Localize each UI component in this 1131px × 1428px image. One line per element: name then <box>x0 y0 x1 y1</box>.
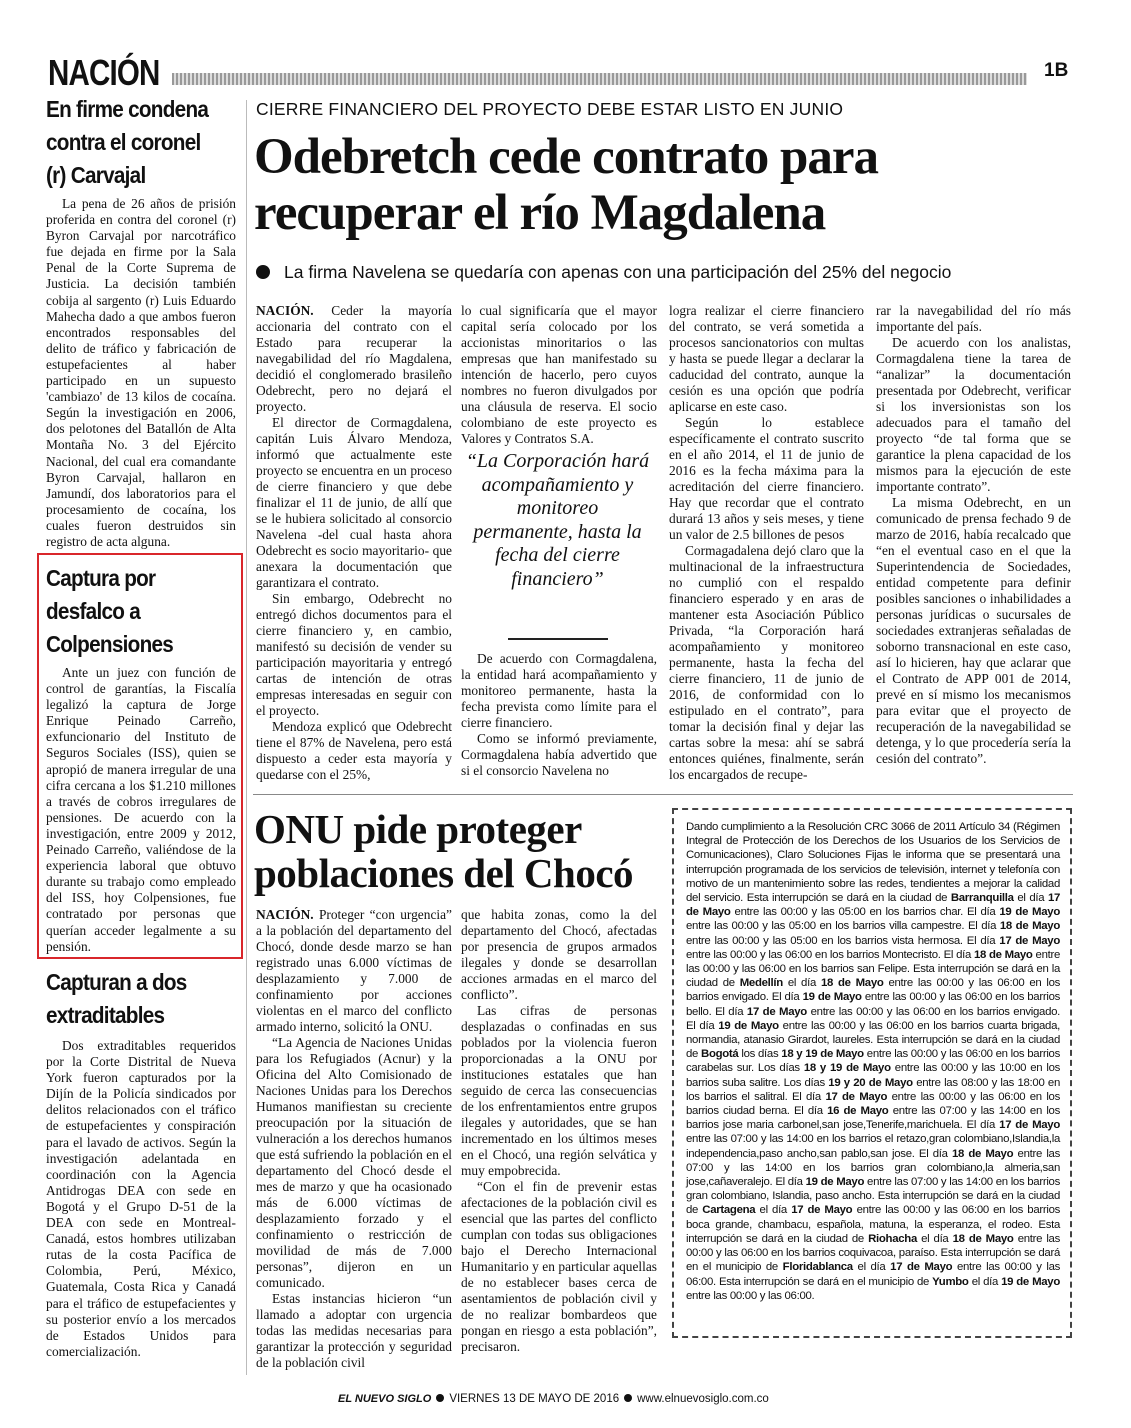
bullet-icon <box>436 1394 444 1402</box>
brief-title-line: (r) Carvajal <box>46 162 146 188</box>
main-column-2-cont <box>461 651 657 779</box>
paragraph <box>256 907 452 1035</box>
section-divider <box>253 794 1073 795</box>
paragraph: que habita zonas, como la del departamento del Chocó, afectadas por presencia de grupos armados ilegales y donde se desarrollan acciones armadas en el marco del conflicto”. <box>461 907 657 1002</box>
story2-column-1 <box>256 907 452 1371</box>
paragraph: El director de Cormagdalena, capitán Luis Álvaro Mendoza, informó que actualmente este proyecto se encuentra en un proceso de cierre financiero y que debe finalizar el 11 de junio, de allí que se le hubiera solicitado al consorcio Navelena -del cual hasta ahora Odebrecht es socio mayoritario- que anexara la documentación que garantizara el contrato. <box>256 415 452 590</box>
paragraph: logra realizar el cierre financiero del contrato, se verá sometida a procesos sancionatorios con multas y hasta se puede llegar a declarar la caducidad del contrato, aunque la cesión es una opción que podría aplicarse en este caso. <box>669 303 864 414</box>
main-column-1 <box>256 303 452 783</box>
paragraph-text: Ceder la mayoría accionaria del contrato con el Estado para recuperar la navegabilidad del río Magdalena, decidió el conglomerado brasileño Odebrecht, pero no dejará el proyecto. <box>256 303 452 414</box>
paragraph: Sin embargo, Odebrecht no entregó dichos documentos para el cierre financiero y, en cambio, manifestó su decisión de vender su participación mayoritaria y entregó cartas de intención de otras empresas interesadas en seguir con el proyecto. <box>256 591 452 718</box>
paragraph: Cormagadalena dejó claro que la multinacional de la infraestructura no cumplió con el respaldo financiero esperado y en aras de mantener esta Asociación Público Privada, “la Corporación hará acompañamiento y monitoreo permanente, hasta la fecha del cierre financiero, 11 de junio de 2016, de conformidad con lo estipulado en el contrato”, para tomar la decisión final y dejar las cartas sobre la mesa: ahí se sabrá entonces quiénes, finalmente, serán los encargados de recupe- <box>669 543 864 782</box>
headline-line: ONU pide proteger <box>254 806 582 852</box>
headline-line: recuperar el río Magdalena <box>254 185 826 241</box>
headline-line: Odebretch cede contrato para <box>254 129 878 185</box>
brief-title-line: En firme condena <box>46 96 209 122</box>
paragraph: De acuerdo con los analistas, Cormagdalena tiene la tarea de “analizar” la documentación presentada por Odebrecht, verificar si los inversionistas son los adecuados para el tamaño del proyecto “de tal forma que se garantice la plena capacidad de los mismos para la ejecución de este importante contrato”. <box>876 335 1071 494</box>
deck <box>256 262 951 283</box>
brief-body: Dos extraditables requeridos por la Corte Distrital de Nueva York fueron capturados por la Dijín de la Policía sindicados por delitos relacionados con el tráfico de estupefacientes y conspiración para el lavado de activos. Según la investigación adelantada en coordinación con la Agencia Antidrogas DEA con sede en Bogotá y el Grupo D-51 de la DEA con sede en Montreal-Canadá, estos hombres utilizaban rutas de la costa Pacífica de Colombia, Perú, México, Guatemala, Costa Rica y Canadá para el tráfico de estupefacientes y su posterior envío a los mercados de Estados Unidos para comercialización. <box>46 1038 236 1359</box>
paragraph: Como se informó previamente, Cormagdalena había advertido que si el consorcio Navelena no <box>461 731 657 778</box>
bullet-icon <box>624 1394 632 1402</box>
paragraph: lo cual significaría que el mayor capital sería colocado por los accionistas minoritarios o las empresas que han manifestado su intención de hacerlo, pero cuyos nombres no fueron divulgados por una cláusula de reserva. El socio colombiano de este proyecto es Valores y Contratos S.A. <box>461 303 657 446</box>
brief-title-line: contra el coronel <box>46 129 201 155</box>
brief-title-line: Colpensiones <box>46 631 174 657</box>
pull-quote: “La Corporación hará acompañamiento y monitoreo permanente, hasta la fecha del cierre financiero” <box>465 450 650 590</box>
story2-column-2 <box>461 907 657 1355</box>
newspaper-logo: EL NUEVO SIGLO <box>338 1393 432 1405</box>
paragraph: Estas instancias hicieron “un llamado a adoptar con urgencia todas las medidas necesarias para garantizar la protección y seguridad de la población civil <box>256 1291 452 1370</box>
brief-body: Ante un juez con función de control de garantías, la Fiscalía legalizó la captura de Jorge Enrique Peinado Carreño, exfuncionario del Instituto de Seguros Sociales (ISS), quien se apropió de manera irregular de una cifra cercana a los $1.210 millones a través de cobros irregulares de pensiones. De acuerdo con la investigación, entre 2009 y 2012, Peinado Carreño, valiéndose de la experiencia laboral que obtuvo durante su trabajo como empleado del ISS, hoy Colpensiones, fue contratado por personas que querían acceder legalmente a su pensión. <box>46 665 236 954</box>
brief-title-line: extraditables <box>46 1002 165 1028</box>
footer-date: VIERNES 13 DE MAYO DE 2016 <box>449 1393 620 1405</box>
brief-title-line: desfalco a <box>46 598 141 624</box>
brief-body: La pena de 26 años de prisión proferida en contra del coronel (r) Byron Carvajal por narcotráfico fue dejada en firme por la Sala Penal de la Corte Suprema de Justicia. La decisión también cobija al sargento (r) Luis Eduardo Mahecha dado a que ambos fueron encontrados responsables del delito de tráfico y fabricación de estupefacientes al haber participado en un supuesto 'cambiazo' de 13 kilos de cocaína. Según la investigación en 2006, dos pelotones del Batallón de Alta Montaña No. 3 del Ejército Nacional, del cual era comandante Byron Carvajal, hallaron en Jamundí, dos laboratorios para el procesamiento de cocaína, los cuales fueron destruidos sin registro de acta alguna. <box>46 196 236 549</box>
brief-title-line: Captura por <box>46 565 156 591</box>
main-column-2 <box>461 303 657 447</box>
paragraph: De acuerdo con Cormagdalena, la entidad hará acompañamiento y monitoreo permanente, hasta la fecha prevista como límite para el cierre financiero. <box>461 651 657 730</box>
dateline: NACIÓN. <box>256 303 314 318</box>
brief-carvajal <box>46 93 236 550</box>
paragraph: rar la navegabilidad del río más importante del país. <box>876 303 1071 334</box>
pull-quote-rule <box>508 638 608 640</box>
headline-line: poblaciones del Chocó <box>254 850 634 896</box>
brief-title-line: Capturan a dos <box>46 969 187 995</box>
page-footer <box>338 1393 769 1405</box>
main-column-3 <box>669 303 864 783</box>
brief-extraditables <box>46 966 236 1360</box>
paragraph: “La Agencia de Naciones Unidas para los Refugiados (Acnur) y la Oficina del Alto Comisionado de Naciones Unidas para los Derechos Humanos manifiestan su creciente preocupación por la situación de vulneración a los derechos humanos que está sufriendo la población en el departamento del Chocó desde el mes de marzo y que ha ocasionado más de 6.000 víctimas de desplazamiento forzado y el confinamiento o restricción de movilidad de más de 7.000 personas”, dijeron en un comunicado. <box>256 1035 452 1290</box>
dateline: NACIÓN. <box>256 907 314 922</box>
brief-colpensiones <box>46 562 236 955</box>
page-number: 1B <box>1044 60 1069 81</box>
footer-url[interactable]: www.elnuevosiglo.com.co <box>637 1393 769 1405</box>
main-headline <box>254 129 1034 241</box>
notice-text: Dando cumplimiento a la Resolución CRC 3066 de 2011 Artículo 34 (Régimen Integral de Protección de los Derechos de los Usuarios de los Servicios de Comunicaciones), Claro Soluciones Fijas le informa que se presentará una interrupción programada de los servicios de televisión, internet y telefonía con motivo de un mantenimiento sobre las redes, tendientes a mejorar la calidad del servicio. Esta interrupción se dará en la ciudad de Barranquilla el día 17 de Mayo entre las 00:00 y las 05:00 en los barrios char. El día 19 de Mayo entre las 00:00 y las 05:00 en los barrios villa campestre. El día 18 de Mayo entre las 00:00 y las 05:00 en los barrios vista hermosa. El día 17 de Mayo entre las 00:00 y las 06:00 en los barrios Montecristo. El día 18 de Mayo entre las 00:00 y las 06:00 en los barrios san Felipe. Esta interrupción se dará en la ciudad de Medellín el día 18 de Mayo entre las 00:00 y las 06:00 en los barrios envigado. El día 19 de Mayo entre las 00:00 y las 06:00 en los barrios bello. El día 17 de Mayo entre las 00:00 y las 06:00 en los barrios envigado. El día 19 de Mayo entre las 00:00 y las 06:00 en los barrios cuarta brigada, normandia, atanasio Girardot, laureles. Esta interrupción se dará en la ciudad de Bogotá los días 18 y 19 de Mayo entre las 00:00 y las 06:00 en los barrios carabelas sur. Los días 18 y 19 de Mayo entre las 00:00 y las 10:00 en los barrios suba salitre. Los días 19 y 20 de Mayo entre las 08:00 y las 18:00 en los barrios el salitral. El día 17 de Mayo entre las 00:00 y las 06:00 en los barrios ciudad berna. El día 16 de Mayo entre las 07:00 y las 14:00 en los barrios jose maria carbonel,san jose,Tenerife,marichuela. El día 17 de Mayo entre las 07:00 y las 14:00 en los barrios el retazo,gran colombiano,Islandia,la independencia,paso ancho,san pablo,san jose. El día 18 de Mayo entre las 07:00 y las 14:00 en los barrios gran colombiano,la almeria,san jose,cañaveralejo. El día 19 de Mayo entre las 07:00 y las 14:00 en los barrios gran colombiano, Islandia, paso ancho. Esta interrupción se dará en la ciudad de Cartagena el día 17 de Mayo entre las 00:00 y las 06:00 en los barrios boca grande, chambacu, española, matuna, la esperanza, el rodeo. Esta interrupción se dará en la ciudad de Riohacha el día 18 de Mayo entre las 00:00 y las 06:00 en los barrios coquivacoa, paraíso. Esta interrupción se dará en el municipio de Floridablanca el día 17 de Mayo entre las 00:00 y las 06:00. Esta interrupción se dará en el municipio de Yumbo el día 19 de Mayo entre las 00:00 y las 06:00. <box>686 821 1061 1302</box>
paragraph: “Con el fin de prevenir estas afectaciones de la población civil es esencial que las partes del conflicto cumplan con todas sus obligaciones bajo el Derecho Internacional Humanitario y en particular aquellas de no establecer bases cerca de asentamientos de población civil y de no realizar bombardeos que pongan en riesgo a esta población”, precisaron. <box>461 1179 657 1354</box>
header-rule <box>172 73 1027 85</box>
paragraph <box>256 303 452 415</box>
deck-text: La firma Navelena se quedaría con apenas con una participación del 25% del negocio <box>284 262 952 282</box>
paragraph: Mendoza explicó que Odebrecht tiene el 87% de Navelena, pero está dispuesto a ceder esta mayoría y quedarse con el 25%, <box>256 719 452 782</box>
kicker: CIERRE FINANCIERO DEL PROYECTO DEBE ESTAR LISTO EN JUNIO <box>256 99 844 119</box>
column-divider <box>246 100 247 1375</box>
paragraph-text: Proteger “con urgencia” a la población del departamento del Chocó, donde desde marzo se han registrado unas 6.000 víctimas de desplazamiento y 7.000 de confinamiento por acciones violentas en el marco del conflicto armado interno, solicitó la ONU. <box>256 907 452 1034</box>
main-column-4 <box>876 303 1071 767</box>
section-title: NACIÓN <box>48 52 160 93</box>
story2-headline <box>254 807 674 895</box>
paragraph: La misma Odebrecht, en un comunicado de prensa fechado 9 de marzo de 2016, había recalcado que “en el eventual caso en el que la Superintendencia de Sociedades, entidad competente para definir posibles sanciones o inhabilidades a personas jurídicas o sucursales de sociedades extranjeras señaladas de soborno transnacional en este caso, así lo hicieren, hay que aclarar que el Contrato de APP 001 de 2014, prevé en sí mismo los mecanismos para evitar que el proyecto de recuperación de la navegabilidad se detenga, y lo que procedería sería la cesión del contrato”. <box>876 495 1071 766</box>
paragraph: Según lo establece específicamente el contrato suscrito en el año 2014, el 11 de junio de 2016 es la fecha máxima para la acreditación del cierre financiero. Hay que recordar que el contrato durará 13 años y seis meses, y tiene un valor de 2.5 billones de pesos <box>669 415 864 542</box>
paragraph: Las cifras de personas desplazadas o confinadas en sus poblados por la violencia fueron proporcionadas a la ONU por instituciones estatales que han seguido de cerca las consecuencias de los enfrentamientos entre grupos ilegales y autoridades, que se han incrementado en los últimos meses en el Chocó, una región selvática y muy empobrecida. <box>461 1003 657 1178</box>
bullet-icon <box>256 265 270 279</box>
